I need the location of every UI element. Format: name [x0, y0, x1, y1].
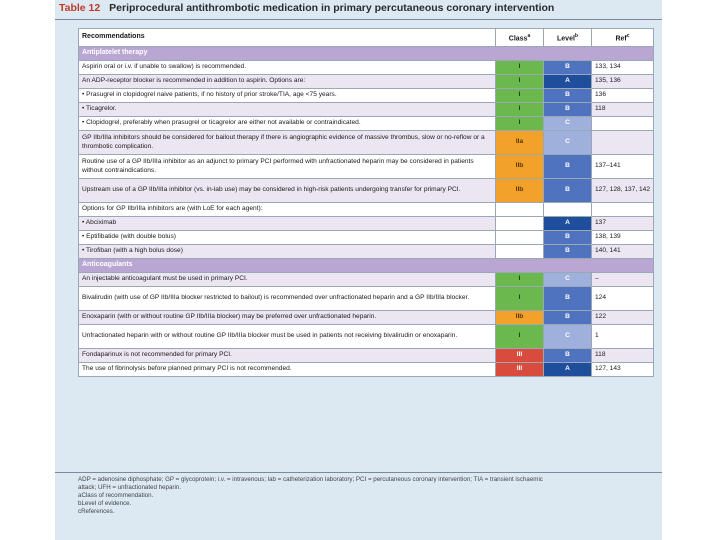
table-row: [79, 349, 654, 363]
table-row: [79, 231, 654, 245]
class-badge: I: [496, 75, 544, 89]
recommendation-text: Options for GP IIb/IIIa inhibitors are (with LoE for each agent):: [79, 203, 496, 217]
level-badge: B: [544, 311, 592, 325]
reference-cell: [592, 131, 654, 155]
table-row: [79, 273, 654, 287]
class-badge: I: [496, 89, 544, 103]
recommendation-text: Aspirin oral or i.v. if unable to swallow) is recommended.: [79, 61, 496, 75]
table-row: [79, 117, 654, 131]
recommendation-text: GP IIb/IIIa inhibitors should be considered for bailout therapy if there is angiographic evidence of massive thrombus, slow or no-reflow or a thrombotic complication.: [79, 131, 496, 155]
reference-cell: 133, 134: [592, 61, 654, 75]
level-badge: B: [544, 61, 592, 75]
reference-cell: 122: [592, 311, 654, 325]
reference-cell: 127, 128, 137, 142: [592, 179, 654, 203]
class-badge: IIa: [496, 131, 544, 155]
header-level: Level$^b$: [544, 29, 592, 47]
table-body: [79, 47, 654, 377]
footnote-level: bLevel of evidence.: [78, 500, 132, 507]
level-badge: B: [544, 245, 592, 259]
table-number: Table 12: [59, 2, 101, 14]
level-badge: A: [544, 363, 592, 377]
reference-cell: 135, 136: [592, 75, 654, 89]
section-title: Antiplatelet therapy: [79, 47, 654, 61]
header-ref: Ref$^c$: [592, 29, 654, 47]
level-badge: [544, 203, 592, 217]
recommendation-text: Fondaparinux is not recommended for primary PCI.: [79, 349, 496, 363]
reference-cell: 118: [592, 103, 654, 117]
reference-cell: 137–141: [592, 155, 654, 179]
level-badge: A: [544, 217, 592, 231]
recommendation-text: The use of fibrinolysis before planned primary PCI is not recommended.: [79, 363, 496, 377]
recommendation-text: • Clopidogrel, preferably when prasugrel or ticagrelor are either not available or contraindicated.: [79, 117, 496, 131]
section-title: Anticoagulants: [79, 259, 654, 273]
recommendation-text: • Abciximab: [79, 217, 496, 231]
footnote-refs: cReferences.: [78, 508, 115, 515]
class-badge: III: [496, 349, 544, 363]
table-row: [79, 311, 654, 325]
class-badge: IIb: [496, 311, 544, 325]
reference-cell: 136: [592, 89, 654, 103]
header-recommendations: Recommendations: [79, 29, 496, 47]
reference-cell: 138, 139: [592, 231, 654, 245]
section-header: [79, 47, 654, 61]
level-badge: B: [544, 231, 592, 245]
table-row: [79, 103, 654, 117]
recommendation-text: Routine use of a GP IIb/IIIa inhibitor as an adjunct to primary PCI performed with unfractionated heparin may be considered in patients without contraindications.: [79, 155, 496, 179]
footnote-abbrev-2: attack; UFH = unfractionated heparin.: [78, 484, 182, 491]
table-caption: Periprocedural antithrombotic medication in primary percutaneous coronary intervention: [109, 2, 555, 14]
table-row: [79, 287, 654, 311]
recommendation-text: • Eptifibatide (with double bolus): [79, 231, 496, 245]
level-badge: A: [544, 75, 592, 89]
level-badge: B: [544, 287, 592, 311]
recommendation-text: • Ticagrelor.: [79, 103, 496, 117]
table-card: [55, 0, 662, 540]
class-badge: I: [496, 103, 544, 117]
recommendation-text: • Tirofiban (with a high bolus dose): [79, 245, 496, 259]
reference-cell: 137: [592, 217, 654, 231]
table-row: [79, 179, 654, 203]
footnote-class: aClass of recommendation.: [78, 492, 154, 499]
class-badge: [496, 217, 544, 231]
table-row: [79, 325, 654, 349]
level-badge: B: [544, 179, 592, 203]
level-badge: C: [544, 273, 592, 287]
title-rule: [55, 19, 662, 20]
class-badge: [496, 203, 544, 217]
table-row: [79, 155, 654, 179]
table-row: [79, 131, 654, 155]
table-header-row: [79, 29, 654, 47]
reference-cell: [592, 117, 654, 131]
class-badge: [496, 231, 544, 245]
class-badge: I: [496, 117, 544, 131]
table-row: [79, 217, 654, 231]
recommendations-table: [78, 28, 654, 377]
section-header: [79, 259, 654, 273]
class-badge: I: [496, 287, 544, 311]
table-row: [79, 363, 654, 377]
reference-cell: 127, 143: [592, 363, 654, 377]
recommendation-text: Unfractionated heparin with or without routine GP IIb/IIIa blocker must be used in patients not receiving bivalirudin or enoxaparin.: [79, 325, 496, 349]
table-row: [79, 245, 654, 259]
reference-cell: 140, 141: [592, 245, 654, 259]
footnote-abbrev-1: ADP = adenosine diphosphate; GP = glycoprotein; i.v. = intravenous; lab = catheterization laboratory; PCI = percutaneous coronary intervention; TIA = transient ischaemic: [78, 476, 543, 483]
table-row: [79, 203, 654, 217]
class-badge: IIb: [496, 179, 544, 203]
level-badge: B: [544, 155, 592, 179]
level-badge: C: [544, 117, 592, 131]
footnotes: [78, 476, 658, 516]
recommendation-text: Bivalirudin (with use of GP IIb/IIIa blocker restricted to bailout) is recommended over unfractionated heparin and a GP IIb/IIIa blocker.: [79, 287, 496, 311]
class-badge: IIb: [496, 155, 544, 179]
class-badge: I: [496, 325, 544, 349]
level-badge: B: [544, 89, 592, 103]
reference-cell: 124: [592, 287, 654, 311]
table-row: [79, 89, 654, 103]
reference-cell: 1: [592, 325, 654, 349]
level-badge: C: [544, 131, 592, 155]
table-row: [79, 61, 654, 75]
class-badge: I: [496, 61, 544, 75]
level-badge: B: [544, 103, 592, 117]
recommendation-text: • Prasugrel in clopidogrel naive patients, if no history of prior stroke/TIA, age <75 years.: [79, 89, 496, 103]
reference-cell: [592, 203, 654, 217]
class-badge: I: [496, 273, 544, 287]
class-badge: III: [496, 363, 544, 377]
class-badge: [496, 245, 544, 259]
level-badge: B: [544, 349, 592, 363]
recommendation-text: An ADP-receptor blocker is recommended in addition to aspirin. Options are:: [79, 75, 496, 89]
recommendation-text: Upstream use of a GP IIb/IIIa inhibitor (vs. in-lab use) may be considered in high-risk patients undergoing transfer for primary PCI.: [79, 179, 496, 203]
recommendation-text: Enoxaparin (with or without routine GP IIb/IIIa blocker) may be preferred over unfractionated heparin.: [79, 311, 496, 325]
reference-cell: –: [592, 273, 654, 287]
header-class: Class$^a$: [496, 29, 544, 47]
footnote-rule: [55, 472, 662, 473]
table-row: [79, 75, 654, 89]
level-badge: C: [544, 325, 592, 349]
reference-cell: 118: [592, 349, 654, 363]
recommendation-text: An injectable anticoagulant must be used in primary PCI.: [79, 273, 496, 287]
table-title: [59, 2, 659, 16]
